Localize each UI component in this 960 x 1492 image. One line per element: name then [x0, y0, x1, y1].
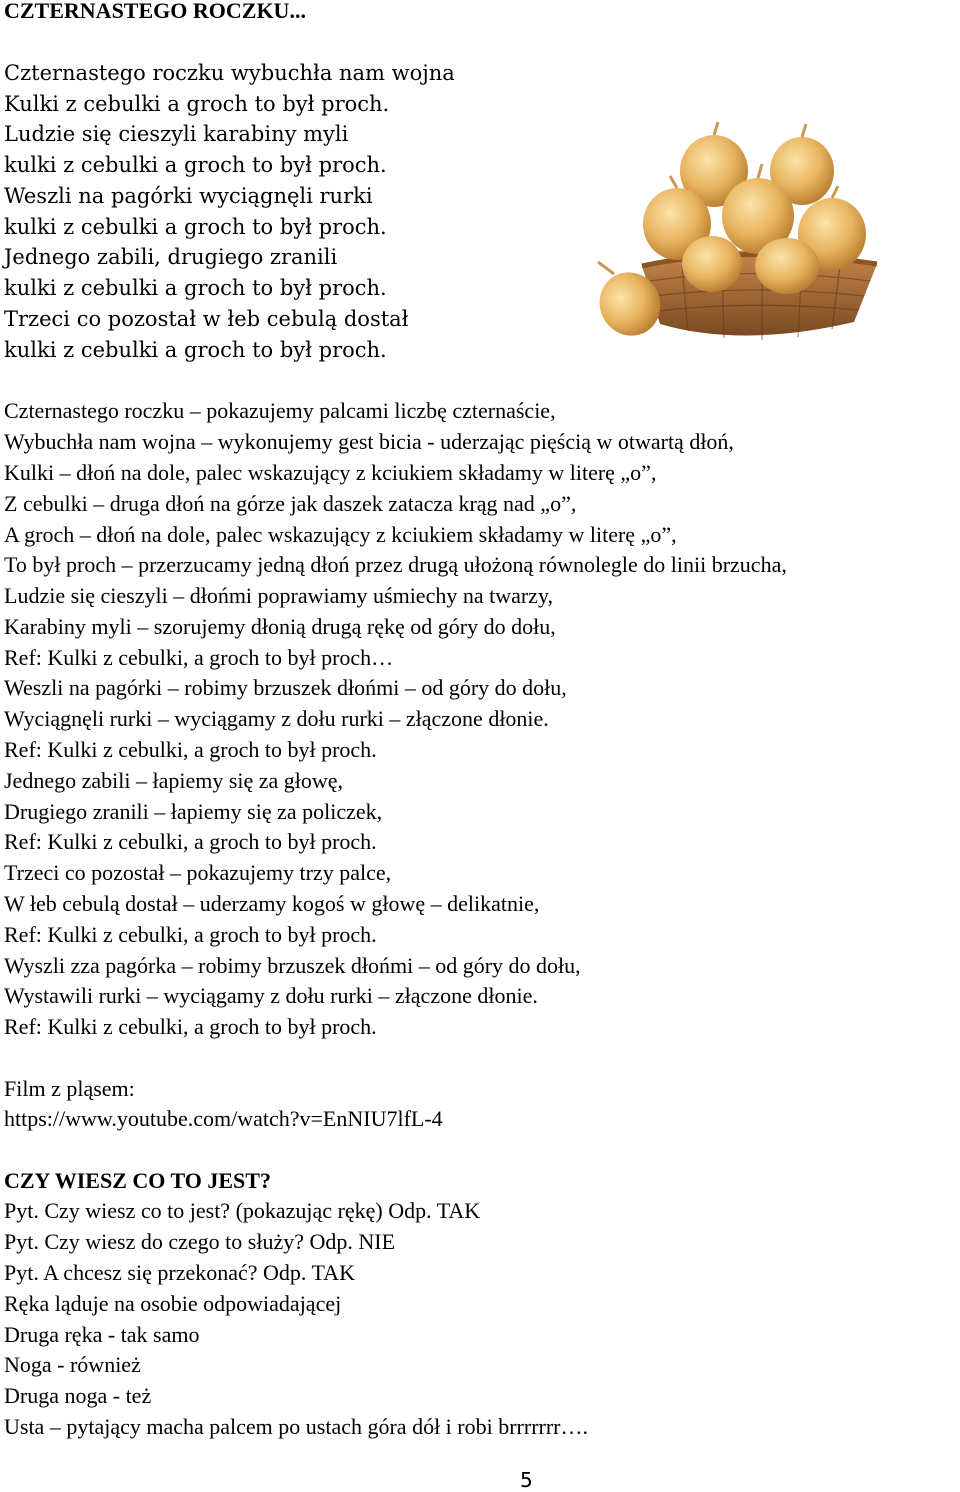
- poem-line: kulki z cebulki a groch to był proch.: [4, 276, 387, 300]
- instruction-line: Wybuchła nam wojna – wykonujemy gest bicia - uderzając pięścią w otwartą dłoń,: [4, 429, 734, 454]
- instruction-line: A groch – dłoń na dole, palec wskazujący z kciukiem składamy w literę „o”,: [4, 522, 677, 547]
- poem-line: Weszli na pagórki wyciągnęli rurki: [4, 184, 373, 208]
- instruction-line: Wyszli zza pagórka – robimy brzuszek dłońmi – od góry do dołu,: [4, 953, 581, 978]
- instruction-line: Drugiego zranili – łapiemy się za policzek,: [4, 799, 383, 824]
- poem-line: Trzeci co pozostał w łeb cebulą dostał: [4, 307, 409, 331]
- instruction-line: W łeb cebulą dostał – uderzamy kogoś w głowę – delikatnie,: [4, 891, 540, 916]
- instruction-line: Wystawili rurki – wyciągamy z dołu rurki – złączone dłonie.: [4, 983, 538, 1008]
- instruction-line: Kulki – dłoń na dole, palec wskazujący z kciukiem składamy w literę „o”,: [4, 460, 657, 485]
- refrain-line: Ref: Kulki z cebulki, a groch to był proch.: [4, 737, 377, 762]
- section-line: Pyt. Czy wiesz do czego to służy? Odp. NIE: [4, 1229, 396, 1254]
- poem-line: Kulki z cebulki a groch to był proch.: [4, 92, 390, 116]
- poem-line: Ludzie się cieszyli karabiny myli: [4, 122, 349, 146]
- poem-line: kulki z cebulki a groch to był proch.: [4, 215, 387, 239]
- instruction-line: Karabiny myli – szorujemy dłonią drugą rękę od góry do dołu,: [4, 614, 556, 639]
- film-link[interactable]: https://www.youtube.com/watch?v=EnNIU7lfL-4: [4, 1106, 443, 1131]
- instruction-line: Wyciągnęli rurki – wyciągamy z dołu rurki – złączone dłonie.: [4, 706, 549, 731]
- refrain-line: Ref: Kulki z cebulki, a groch to był proch…: [4, 645, 394, 670]
- page-number: 5: [520, 1468, 533, 1492]
- page-title: CZTERNASTEGO ROCZKU...: [4, 0, 306, 23]
- section-line: Pyt. Czy wiesz co to jest? (pokazując rękę) Odp. TAK: [4, 1198, 481, 1223]
- refrain-line: Ref: Kulki z cebulki, a groch to był proch.: [4, 922, 377, 947]
- section-line: Ręka ląduje na osobie odpowiadającej: [4, 1291, 342, 1316]
- instruction-line: Czternastego roczku – pokazujemy palcami liczbę czternaście,: [4, 398, 556, 423]
- poem-line: Czternastego roczku wybuchła nam wojna: [4, 61, 455, 85]
- section-line: Noga - również: [4, 1352, 141, 1377]
- section-line: Pyt. A chcesz się przekonać? Odp. TAK: [4, 1260, 355, 1285]
- poem-line: kulki z cebulki a groch to był proch.: [4, 153, 387, 177]
- section-line: Druga ręka - tak samo: [4, 1322, 200, 1347]
- section-heading: CZY WIESZ CO TO JEST?: [4, 1168, 271, 1193]
- poem-line: Jednego zabili, drugiego zranili: [4, 245, 338, 269]
- refrain-line: Ref: Kulki z cebulki, a groch to był proch.: [4, 829, 377, 854]
- instruction-line: Jednego zabili – łapiemy się za głowę,: [4, 768, 344, 793]
- instruction-line: To był proch – przerzucamy jedną dłoń przez drugą ułożoną równolegle do linii brzucha,: [4, 552, 787, 577]
- section-line: Druga noga - też: [4, 1383, 152, 1408]
- section-line: Usta – pytający macha palcem po ustach góra dół i robi brrrrrrr….: [4, 1414, 589, 1439]
- instruction-line: Ludzie się cieszyli – dłońmi poprawiamy uśmiechy na twarzy,: [4, 583, 554, 608]
- film-label: Film z pląsem:: [4, 1076, 135, 1101]
- instruction-line: Z cebulki – druga dłoń na górze jak daszek zatacza krąg nad „o”,: [4, 491, 577, 516]
- poem-line: kulki z cebulki a groch to był proch.: [4, 338, 387, 362]
- onion-basket-image: [592, 116, 888, 344]
- instruction-line: Trzeci co pozostał – pokazujemy trzy palce,: [4, 860, 392, 885]
- instruction-line: Weszli na pagórki – robimy brzuszek dłońmi – od góry do dołu,: [4, 675, 567, 700]
- refrain-line: Ref: Kulki z cebulki, a groch to był proch.: [4, 1014, 377, 1039]
